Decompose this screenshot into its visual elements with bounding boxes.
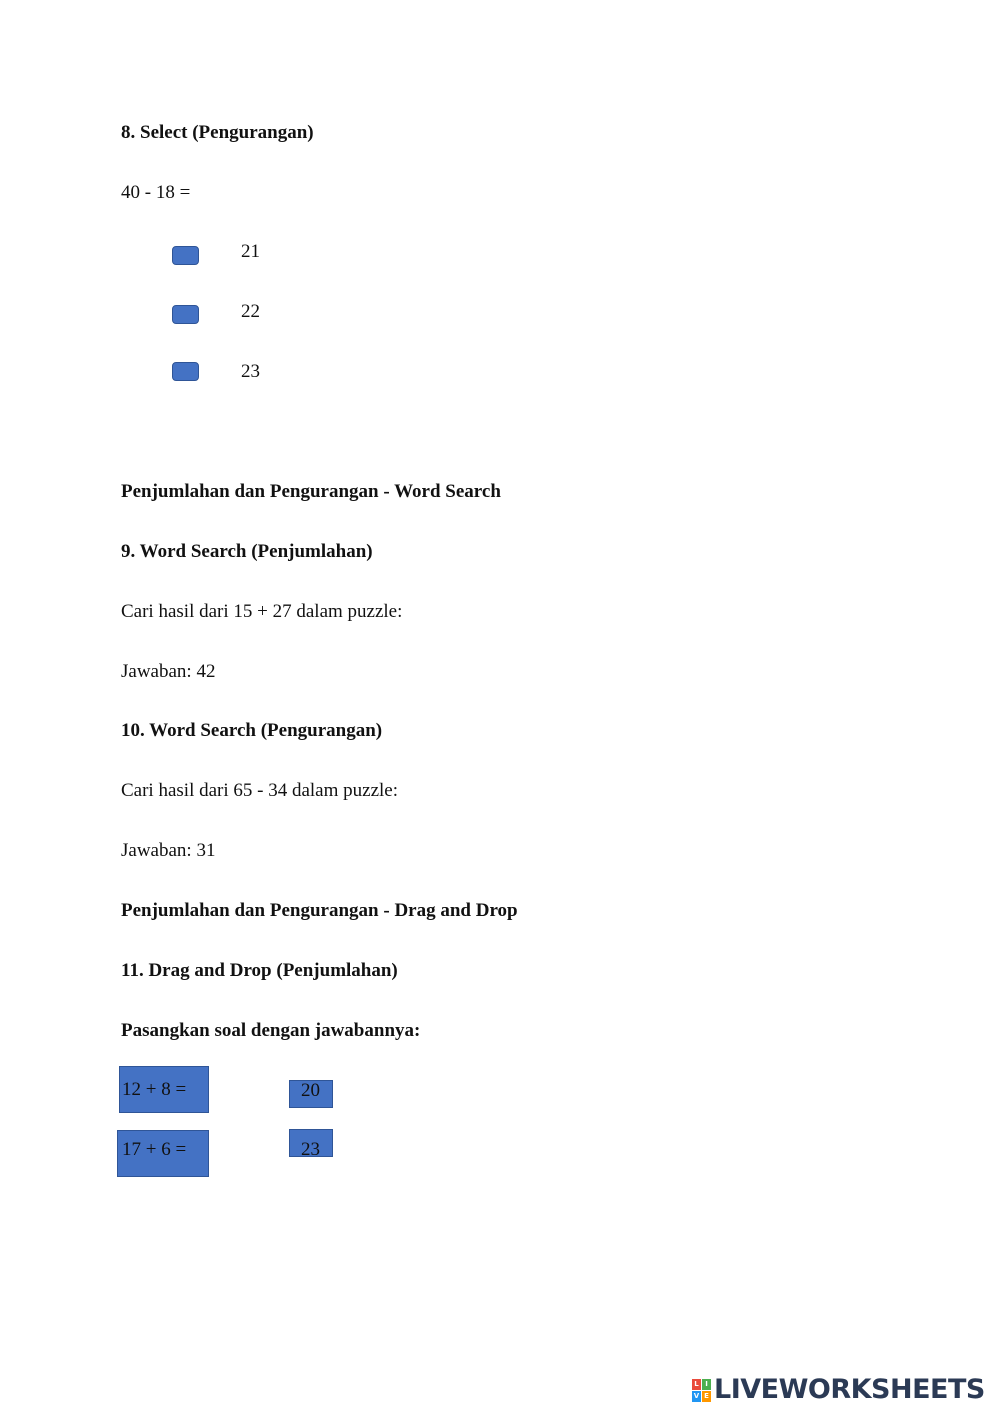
q11-question-1-text: 12 + 8 =: [122, 1079, 187, 1100]
logo-letter-l: L: [692, 1379, 701, 1390]
q8-option-1-label: 21: [241, 241, 260, 262]
q11-answer-2-box[interactable]: [289, 1129, 333, 1160]
q9-prompt: Cari hasil dari 15 + 27 dalam puzzle:: [121, 601, 403, 622]
q10-prompt: Cari hasil dari 65 - 34 dalam puzzle:: [121, 780, 398, 801]
q10-title: 10. Word Search (Pengurangan): [121, 720, 383, 741]
q11-prompt: Pasangkan soal dengan jawabannya:: [121, 1020, 421, 1041]
q8-option-1-checkbox[interactable]: [172, 246, 199, 265]
q11-answer-2-text: 23: [301, 1139, 320, 1160]
q8-option-3-checkbox[interactable]: [172, 362, 199, 381]
q8-option-3-label: 23: [241, 361, 260, 382]
liveworksheets-logo-text: LIVEWORKSHEETS: [714, 1374, 985, 1405]
q11-title: 11. Drag and Drop (Penjumlahan): [121, 960, 398, 981]
logo-letter-v: V: [693, 1392, 700, 1400]
q9-title: 9. Word Search (Penjumlahan): [121, 541, 373, 562]
q11-question-1-box[interactable]: [119, 1066, 209, 1113]
q9-answer: Jawaban: 42: [121, 661, 216, 682]
drag-drop-section-title: Penjumlahan dan Pengurangan - Drag and Drop: [121, 900, 518, 921]
q10-answer: Jawaban: 31: [121, 840, 216, 861]
q11-answer-1-box[interactable]: [289, 1080, 333, 1108]
q8-question: 40 - 18 =: [121, 182, 191, 203]
logo-letter-e: E: [702, 1391, 711, 1402]
q11-question-2-box[interactable]: [117, 1130, 209, 1177]
q11-question-2-text: 17 + 6 =: [122, 1139, 187, 1160]
q8-option-2-label: 22: [241, 301, 260, 322]
liveworksheets-logo: [692, 1374, 985, 1406]
word-search-section-title: Penjumlahan dan Pengurangan - Word Search: [121, 481, 501, 502]
q11-answer-1-text: 20: [301, 1080, 320, 1101]
liveworksheets-logo-icon: [692, 1379, 711, 1402]
q8-option-2-checkbox[interactable]: [172, 305, 199, 324]
q8-title: 8. Select (Pengurangan): [121, 122, 314, 143]
logo-letter-i: I: [702, 1379, 711, 1390]
